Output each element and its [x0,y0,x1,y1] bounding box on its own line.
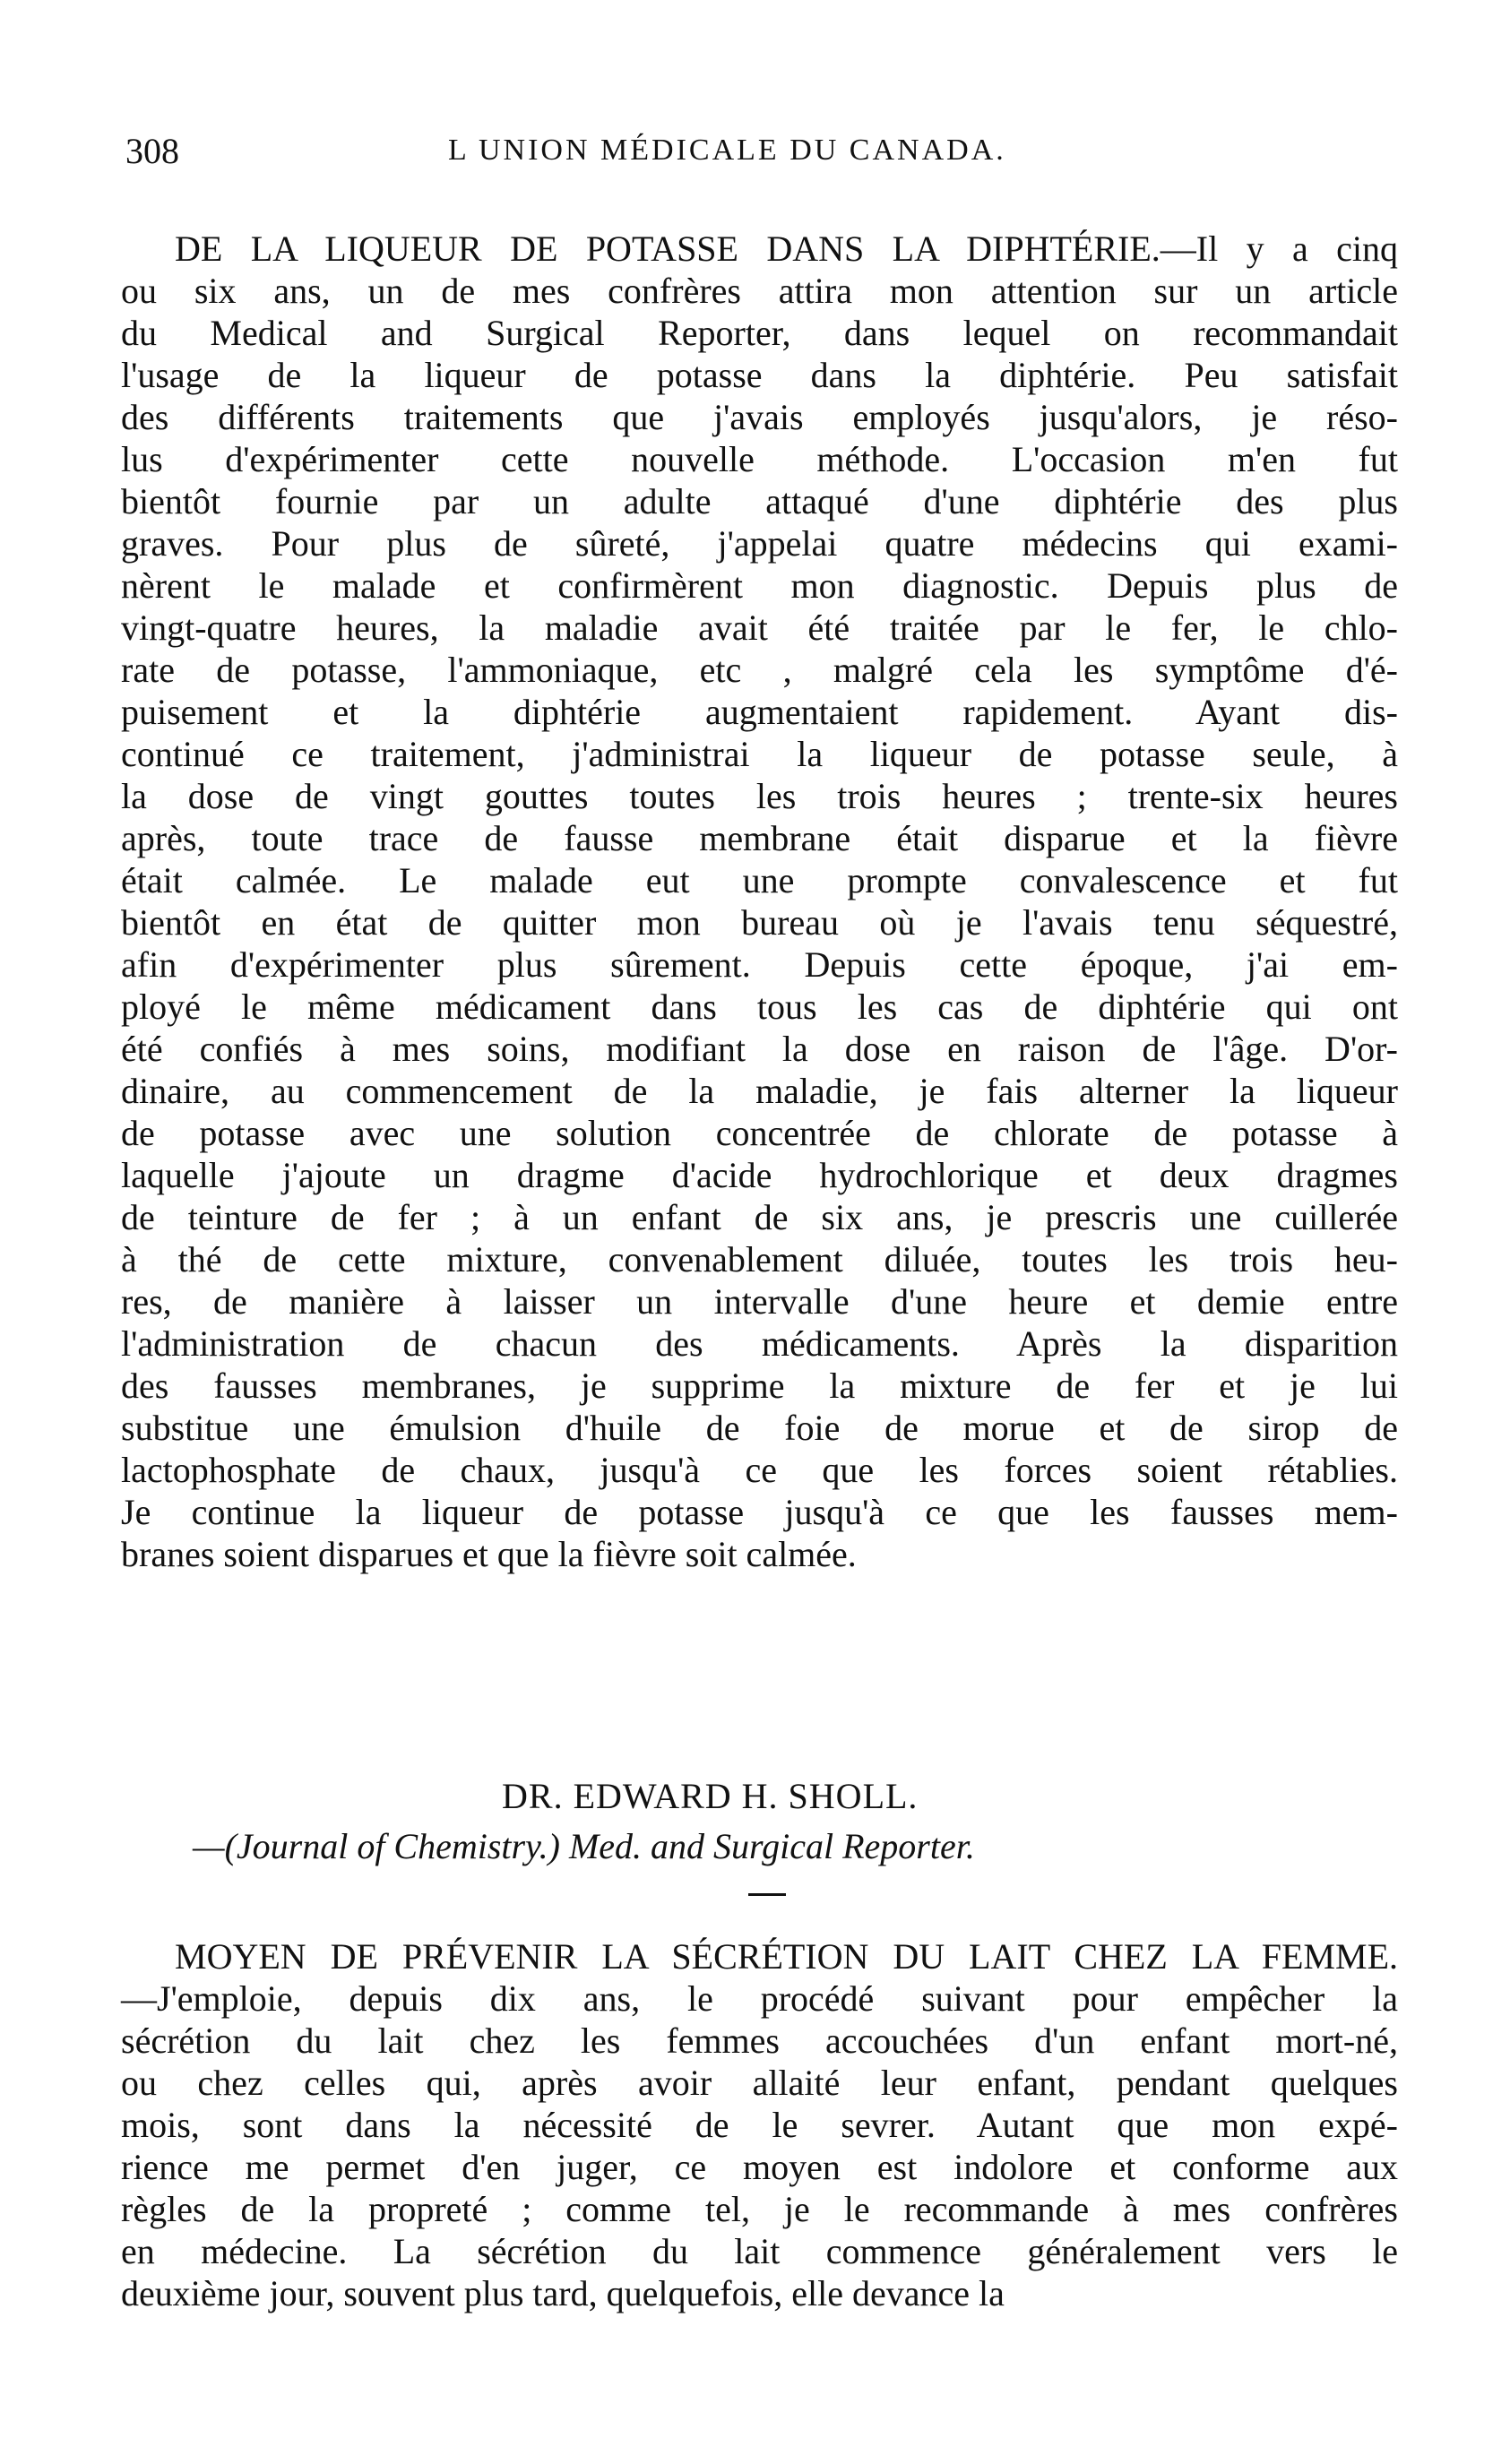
paragraph-line: en médecine. La sécrétion du lait commence généralement vers le [121,2231,1398,2271]
paragraph-line: ou chez celles qui, après avoir allaité leur enfant, pendant quelques [121,2063,1398,2103]
paragraph-line: laquelle j'ajoute un dragme d'acide hydrochlorique et deux dragmes [121,1155,1398,1195]
paragraph-line: la dose de vingt gouttes toutes les trois heures ; trente-six heures [121,776,1398,816]
article-diphtheria [121,228,1398,1575]
paragraph-line: des différents traitements que j'avais employés jusqu'alors, je réso- [121,397,1398,437]
paragraph-line: nèrent le malade et confirmèrent mon diagnostic. Depuis plus de [121,565,1398,606]
paragraph-line: des fausses membranes, je supprime la mixture de fer et je lui [121,1366,1398,1406]
paragraph-line: lus d'expérimenter cette nouvelle méthode. L'occasion m'en fut [121,439,1398,479]
paragraph-line: rate de potasse, l'ammoniaque, etc , malgré cela les symptôme d'é- [121,650,1398,690]
paragraph-line: continué ce traitement, j'administrai la liqueur de potasse seule, à [121,734,1398,774]
paragraph-line: dinaire, au commencement de la maladie, je fais alterner la liqueur [121,1071,1398,1111]
paragraph-line: du Medical and Surgical Reporter, dans lequel on recommandait [121,313,1398,353]
paragraph-line: l'usage de la liqueur de potasse dans la diphtérie. Peu satisfait [121,355,1398,395]
paragraph-line: était calmée. Le malade eut une prompte convalescence et fut [121,860,1398,900]
paragraph-line: de teinture de fer ; à un enfant de six ans, je prescris une cuillerée [121,1197,1398,1237]
paragraph-line: DE LA LIQUEUR DE POTASSE DANS LA DIPHTÉRIE.—Il y a cinq [175,228,1398,269]
source-citation: —(Journal of Chemistry.) Med. and Surgical Reporter. [193,1826,975,1866]
paragraph-line: graves. Pour plus de sûreté, j'appelai quatre médecins qui exami- [121,523,1398,564]
paragraph-line: été confiés à mes soins, modifiant la dose en raison de l'âge. D'or- [121,1029,1398,1069]
page-header [125,130,1398,184]
paragraph-line: res, de manière à laisser un intervalle d'une heure et demie entre [121,1281,1398,1322]
paragraph-line: branes soient disparues et que la fièvre soit calmée. [121,1534,857,1574]
paragraph-line: règles de la propreté ; comme tel, je le recommande à mes confrères [121,2189,1398,2229]
paragraph-line: deuxième jour, souvent plus tard, quelquefois, elle devance la [121,2273,1005,2313]
paragraph-line: ou six ans, un de mes confrères attira mon attention sur un article [121,271,1398,311]
paragraph-line: MOYEN DE PRÉVENIR LA SÉCRÉTION DU LAIT CHEZ LA FEMME. [175,1936,1398,1977]
paragraph-line: de potasse avec une solution concentrée de chlorate de potasse à [121,1113,1398,1153]
paragraph-line: mois, sont dans la nécessité de le sevrer. Autant que mon expé- [121,2105,1398,2145]
paragraph-line: substitue une émulsion d'huile de foie de morue et de sirop de [121,1408,1398,1448]
paragraph-line: l'administration de chacun des médicaments. Après la disparition [121,1323,1398,1364]
article-lactation [121,1935,1398,2314]
paragraph-line: —J'emploie, depuis dix ans, le procédé suivant pour empêcher la [121,1978,1398,2019]
paragraph-line: bientôt fournie par un adulte attaqué d'une diphtérie des plus [121,481,1398,521]
paragraph-line: ployé le même médicament dans tous les cas de diphtérie qui ont [121,986,1398,1027]
running-head: L UNION MÉDICALE DU CANADA. [448,134,1006,167]
paragraph-line: rience me permet d'en juger, ce moyen est indolore et conforme aux [121,2147,1398,2187]
author-signature: DR. EDWARD H. SHOLL. [502,1776,919,1816]
paragraph-line: bientôt en état de quitter mon bureau où je l'avais tenu séquestré, [121,902,1398,943]
paragraph-line: afin d'expérimenter plus sûrement. Depuis cette époque, j'ai em- [121,944,1398,985]
paragraph-line: sécrétion du lait chez les femmes accouchées d'un enfant mort-né, [121,2020,1398,2061]
paragraph-line: vingt-quatre heures, la maladie avait été traitée par le fer, le chlo- [121,607,1398,648]
paragraph-line: puisement et la diphtérie augmentaient rapidement. Ayant dis- [121,692,1398,732]
paragraph-line: après, toute trace de fausse membrane était disparue et la fièvre [121,818,1398,858]
paragraph-line: lactophosphate de chaux, jusqu'à ce que les forces soient rétablies. [121,1450,1398,1490]
paragraph-line: Je continue la liqueur de potasse jusqu'à ce que les fausses mem- [121,1492,1398,1532]
section-divider [748,1893,786,1896]
paragraph-line: à thé de cette mixture, convenablement diluée, toutes les trois heu- [121,1239,1398,1279]
page-number: 308 [125,131,179,171]
